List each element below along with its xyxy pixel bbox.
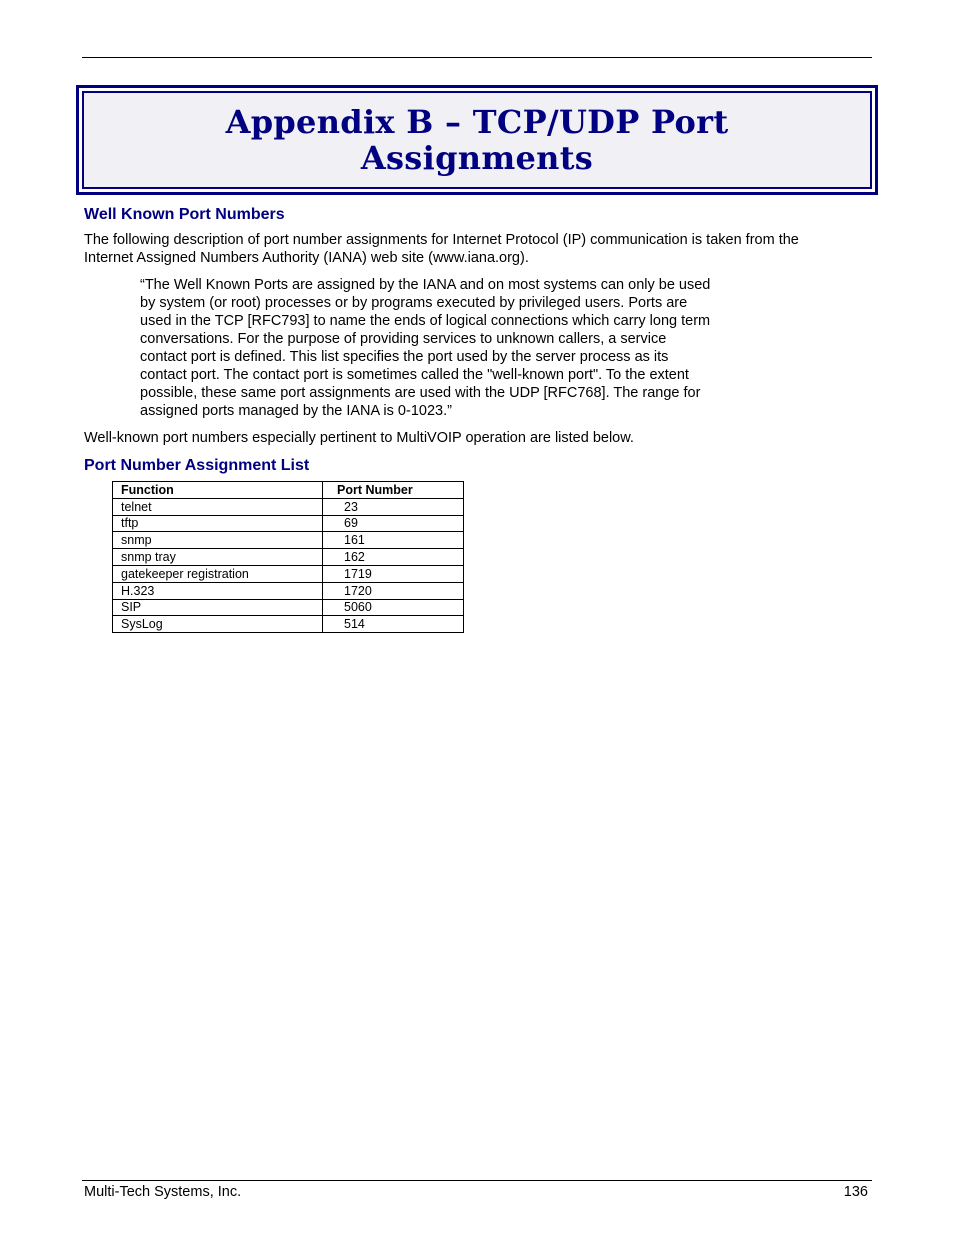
quote-line: assigned ports managed by the IANA is 0-1023.”: [140, 403, 452, 419]
quote-line: conversations. For the purpose of providing services to unknown callers, a service: [140, 331, 667, 347]
port-cell: 69: [323, 515, 464, 532]
intro-paragraph: [84, 231, 874, 267]
function-cell: SysLog: [113, 616, 323, 633]
function-cell: snmp tray: [113, 549, 323, 566]
title-banner: [76, 85, 878, 195]
quote-line: contact port. The contact port is sometimes called the "well-known port". To the extent: [140, 367, 689, 383]
port-cell: 1720: [323, 582, 464, 599]
function-cell: H.323: [113, 582, 323, 599]
footer-rule: [82, 1180, 872, 1181]
footer-company: Multi-Tech Systems, Inc.: [84, 1184, 242, 1200]
table-row: [113, 616, 464, 633]
section-heading-well-known: Well Known Port Numbers: [84, 206, 285, 223]
intro-line: Internet Assigned Numbers Authority (IANA) web site (www.iana.org).: [84, 250, 529, 266]
table-row: [113, 515, 464, 532]
intro-line: The following description of port number assignments for Internet Protocol (IP) communication is taken from the: [84, 232, 799, 248]
page-title: [226, 104, 729, 176]
title-banner-inner: [82, 91, 872, 189]
page-title-line1: Appendix B – TCP/UDP Port: [225, 103, 729, 141]
table-row: [113, 565, 464, 582]
page-title-line2: Assignments: [360, 139, 594, 177]
table-row: [113, 549, 464, 566]
table-header-row: [113, 482, 464, 499]
column-header-function: Function: [113, 482, 323, 499]
closing-paragraph: Well-known port numbers especially pertinent to MultiVOIP operation are listed below.: [84, 430, 634, 446]
function-cell: SIP: [113, 599, 323, 616]
quote-line: contact port is defined. This list specifies the port used by the server process as its: [140, 349, 669, 365]
port-assignment-table: [112, 481, 464, 633]
port-cell: 514: [323, 616, 464, 633]
port-cell: 23: [323, 498, 464, 515]
function-cell: tftp: [113, 515, 323, 532]
quote-line: possible, these same port assignments are used with the UDP [RFC768]. The range for: [140, 385, 701, 401]
port-cell: 5060: [323, 599, 464, 616]
quote-line: by system (or root) processes or by programs executed by privileged users. Ports are: [140, 295, 688, 311]
column-header-port-number: Port Number: [323, 482, 464, 499]
header-rule: [82, 57, 872, 58]
table-row: [113, 582, 464, 599]
footer-page-number: 136: [843, 1184, 868, 1200]
function-cell: telnet: [113, 498, 323, 515]
port-cell: 161: [323, 532, 464, 549]
table-row: [113, 498, 464, 515]
quote-line: “The Well Known Ports are assigned by the IANA and on most systems can only be used: [140, 277, 711, 293]
port-cell: 162: [323, 549, 464, 566]
table-row: [113, 532, 464, 549]
section-heading-port-list: Port Number Assignment List: [84, 457, 310, 474]
function-cell: gatekeeper registration: [113, 565, 323, 582]
table-row: [113, 599, 464, 616]
quote-line: used in the TCP [RFC793] to name the ends of logical connections which carry long term: [140, 313, 711, 329]
iana-quote: [140, 276, 765, 420]
function-cell: snmp: [113, 532, 323, 549]
port-cell: 1719: [323, 565, 464, 582]
